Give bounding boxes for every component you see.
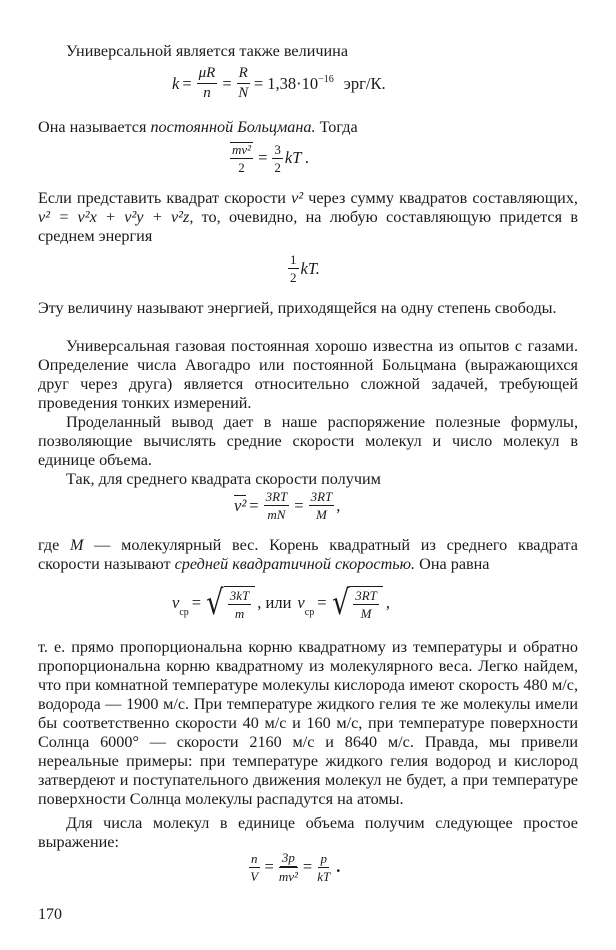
paragraph-1-text: Универсальной является также величина (66, 42, 349, 60)
eq1-fraction-1 (197, 66, 218, 101)
eq2-rhs: kT . (284, 148, 310, 167)
eq3-rhs: kT. (300, 258, 320, 278)
eq1-equals-2: = (222, 73, 232, 93)
p3-text-e: то, очевидно, на любую составляющую придется в среднем энергия (38, 208, 578, 245)
eq5-f2-den: M (360, 606, 372, 621)
p2-text-c: Тогда (315, 118, 358, 136)
paragraph-4 (38, 299, 578, 318)
p8-text-a: где (38, 536, 70, 554)
eq4-end: , (336, 495, 341, 515)
eq5-sqrt-1 (204, 583, 255, 623)
eq1-f2-num: R (237, 66, 250, 84)
paragraph-9 (38, 638, 578, 809)
eq6-fraction-3 (317, 852, 330, 883)
eq6-f3-den: kT (317, 868, 331, 884)
eq1-f1-den: n (203, 85, 211, 101)
eq4-f2-den: M (315, 507, 327, 522)
p3-v-squared: v² (291, 189, 304, 207)
eq6-f2-num: 3p (281, 850, 295, 865)
eq1-f1-num: μR (197, 66, 218, 84)
eq4-f1-num: 3RT (265, 489, 288, 504)
eq5-sub2: ср (304, 607, 315, 618)
eq2-f1-num: mv² (232, 142, 252, 157)
sqrt-radical-icon: √ (331, 583, 350, 623)
eq3-den: 2 (290, 270, 297, 285)
eq5-equals-1: = (191, 593, 202, 612)
sqrt-radical-icon: √ (206, 583, 224, 623)
paragraph-5 (38, 337, 578, 413)
eq6-fraction-2 (279, 851, 298, 883)
p3-text-c: через сумму квадратов составляющих, (303, 189, 578, 207)
p7-text: Так, для среднего квадрата скорости получим (66, 470, 381, 488)
eq4-fraction-2 (309, 490, 335, 521)
paragraph-3 (38, 189, 578, 246)
eq5-or: , или (257, 593, 292, 612)
paragraph-1 (38, 42, 578, 61)
eq1-unit: эрг/К. (343, 73, 386, 93)
eq4-equals-1: = (249, 495, 259, 515)
eq6-equals-2: = (302, 857, 313, 876)
eq5-end: , (385, 593, 390, 612)
p3-velocity-sum: v² = v²x + v²y + v²z, (38, 208, 194, 226)
eq3-fraction (288, 253, 299, 284)
p8-term-rms-velocity: средней квадратичной скоростью. (174, 555, 416, 573)
eq4-fraction-1 (264, 490, 290, 521)
eq2-fraction-1 (230, 142, 253, 174)
eq6-f1-den: V (250, 868, 259, 884)
p8-text-c: — молекулярный вес. Корень квадратный из среднего квадрата скорости называют (38, 536, 578, 573)
p5-text: Универсальная газовая постоянная хорошо известна из опытов с газами. Определение числа Авогадро или постоянной Больцмана (выражающихся друг через друга) является относительно сложной задачей, требующей проведения тонких измерений. (38, 337, 578, 412)
eq5-f1-num: 3kT (229, 588, 250, 603)
paragraph-6 (38, 413, 578, 470)
p3-text-a: Если представить квадрат скорости (38, 189, 292, 207)
p2-text-a: Она называется (38, 118, 151, 136)
eq4-lhs: v² (234, 496, 247, 515)
eq6-end: . (336, 857, 341, 876)
eq5-v1: v (172, 593, 180, 612)
equation-mean-energy (228, 142, 309, 174)
eq5-fraction-1 (228, 589, 252, 620)
eq1-lhs: k (172, 73, 180, 93)
paragraph-7 (38, 470, 578, 489)
eq5-fraction-2 (353, 589, 379, 620)
eq2-f2-num: 3 (274, 141, 281, 157)
equation-boltzmann-constant (172, 66, 386, 101)
eq6-fraction-1 (249, 852, 260, 883)
eq5-sqrt-2 (330, 583, 383, 623)
eq6-f3-num: p (320, 850, 327, 866)
eq5-f1-den: m (234, 606, 245, 621)
p4-text: Эту величину называют энергией, приходящейся на одну степень свободы. (38, 299, 557, 317)
paragraph-8 (38, 536, 578, 574)
equation-half-kt (286, 253, 320, 284)
paragraph-2 (38, 118, 578, 137)
p2-term-boltzmann: постоянной Больцмана. (150, 118, 316, 136)
eq2-f1-den: 2 (238, 160, 245, 175)
eq6-f2-den: mv² (278, 869, 298, 884)
eq5-sub1: ср (179, 607, 189, 618)
page-number: 170 (38, 906, 62, 923)
eq1-value: = 1,38·10 (253, 73, 319, 93)
eq4-f1-den: mN (267, 507, 286, 522)
eq2-equals: = (258, 148, 268, 167)
eq3-num: 1 (290, 252, 297, 267)
eq4-f2-num: 3RT (310, 489, 333, 504)
eq5-v2: v (297, 593, 305, 612)
eq1-equals-1: = (182, 73, 192, 93)
p8-text-e: Она равна (415, 555, 490, 573)
equation-rms-velocity (172, 583, 390, 623)
eq1-fraction-2 (237, 66, 250, 101)
equation-number-density (247, 851, 340, 883)
eq5-equals-2: = (317, 593, 327, 612)
equation-mean-square-velocity (234, 490, 340, 521)
eq1-f2-den: N (238, 85, 249, 101)
eq2-fraction-2 (272, 143, 283, 174)
eq1-exponent: −16 (318, 74, 334, 85)
eq6-equals-1: = (264, 857, 274, 876)
paragraph-10 (38, 814, 578, 852)
eq4-equals-2: = (294, 495, 304, 515)
p8-m: M (69, 536, 84, 554)
p6-text: Проделанный вывод дает в наше распоряжение полезные формулы, позволяющие вычислять средние скорости молекул и число молекул в единице объема. (38, 413, 578, 469)
eq5-f2-num: 3RT (355, 588, 377, 603)
eq6-f1-num: n (251, 850, 258, 866)
p9-text: т. е. прямо пропорциональна корню квадратному из температуры и обратно пропорциональна корню квадратному из молекулярного веса. Легко найдем, что при комнатной температуре молекулы кислорода имеют скорость 480 м/с, водорода — 1900 м/с. При температуре жидкого гелия те же молекулы имели бы соответственно скорости 40 м/с и 160 м/с, при температуре поверхности Солнца 6000° — скорости 2160 м/с и 8640 м/с. Правда, мы привели нереальные примеры: при температуре жидкого гелия водород и кислород затвердеют и поступательного движения молекул не будет, а при температуре поверхности Солнца молекулы распадутся на атомы. (38, 638, 578, 808)
p10-text: Для числа молекул в единице объема получим следующее простое выражение: (38, 814, 578, 851)
eq2-f2-den: 2 (274, 159, 281, 175)
